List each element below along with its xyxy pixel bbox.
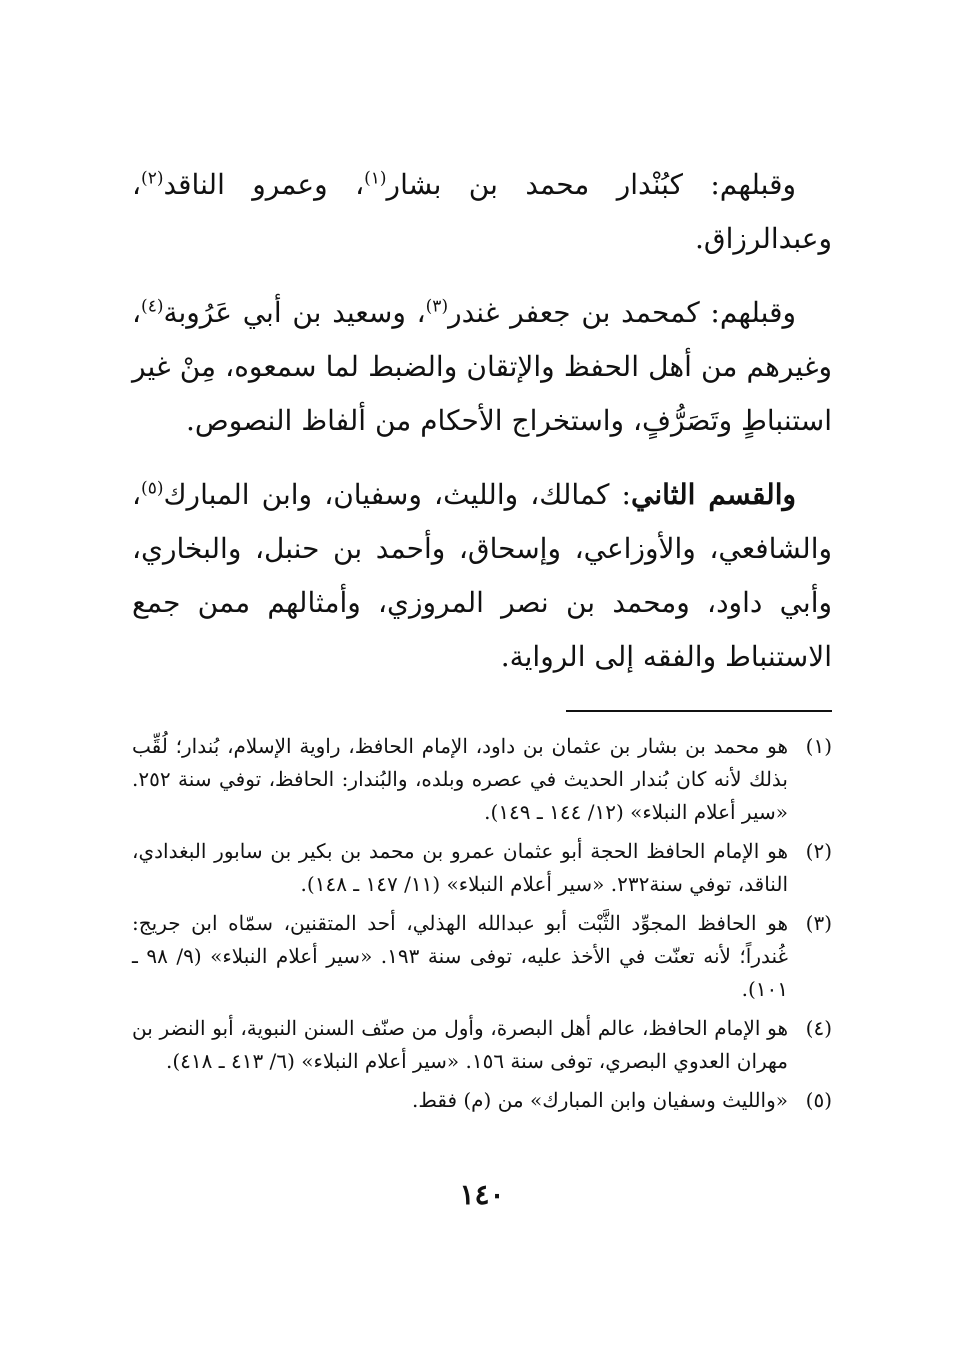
footnote-text: هو الحافظ المجوِّد الثَّبْت أبو عبدالله الهذلي، أحد المتقنين، سمّاه ابن جريج: غُندراً؛ لأنه تعنّت في الأخذ عليه، توفى سنة ١٩٣. «سير أعلام النبلاء» (٩/ ٩٨ ـ ١٠١). (132, 911, 788, 1001)
footnote-number: (١) (805, 734, 832, 758)
paragraph-1-text-a: وقبلهم: كبُنْدار محمد بن بشار (386, 168, 796, 201)
footnote-ref-1[interactable]: (١) (364, 168, 387, 189)
footnote-ref-2[interactable]: (٢) (141, 168, 164, 189)
footnote-text: «والليث وسفيان وابن المبارك» من (م) فقط. (411, 1088, 788, 1112)
footnote-number: (٤) (805, 1016, 832, 1040)
footnote-ref-4[interactable]: (٤) (141, 296, 164, 317)
footnote-text: هو محمد بن بشار بن عثمان بن داود، الإمام الحافظ، راوية الإسلام، بُندار؛ لُقِّب بذلك لأنه كان بُندار الحديث في عصره وبلده، والبُندار: الحافظ، توفي سنة ٢٥٢. «سير أعلام النبلاء» (١٢/ ١٤٤ ـ ١٤٩). (132, 734, 788, 824)
footnote-number: (٢) (805, 839, 832, 863)
footnotes (132, 730, 832, 1123)
footnote-number: (٣) (805, 911, 832, 935)
paragraph-1-text-c: ، وعبدالرزاق. (132, 168, 832, 255)
footnote-separator (566, 710, 832, 712)
page-number: ١٤٠ (459, 1178, 505, 1211)
paragraph-3 (132, 468, 832, 684)
paragraph-2-text-b: ، وسعيد بن أبي عَرُوبة (163, 296, 426, 329)
footnote-2 (132, 835, 832, 901)
paragraph-3-text-a: : كمالك، والليث، وسفيان، وابن المبارك (163, 478, 631, 511)
footnote-4 (132, 1012, 832, 1078)
paragraph-1 (132, 158, 832, 266)
footnote-5 (132, 1084, 832, 1117)
paragraph-1-text-b: ، وعمرو الناقد (163, 168, 365, 201)
paragraph-2-text-a: وقبلهم: كمحمد بن جعفر غندر (448, 296, 797, 329)
paragraph-2-text-c: ، وغيرهم من أهل الحفظ والإتقان والضبط لما سمعوه، مِنْ غير استنباطٍ وتَصَرُّفٍ، واستخراج الأحكام من ألفاظ النصوص. (132, 296, 832, 437)
footnote-text: هو الإمام الحافظ الحجة أبو عثمان عمرو بن محمد بن بكير بن سابور البغدادي، الناقد، توفي سنة٢٣٢. «سير أعلام النبلاء» (١١/ ١٤٧ ـ ١٤٨). (132, 839, 788, 896)
footnote-text: هو الإمام الحافظ، عالم أهل البصرة، وأول من صنّف السنن النبوية، أبو النضر بن مهران العدوي البصري، توفى سنة ١٥٦. «سير أعلام النبلاء» (٦/ ٤١٣ ـ ٤١٨). (132, 1016, 788, 1073)
footnote-3 (132, 907, 832, 1006)
paragraph-2 (132, 286, 832, 448)
main-text (132, 158, 832, 704)
section-heading: والقسم الثاني (631, 478, 796, 511)
footnote-ref-3[interactable]: (٣) (425, 296, 449, 317)
footnote-ref-5[interactable]: (٥) (141, 478, 164, 499)
footnote-1 (132, 730, 832, 829)
footnote-number: (٥) (805, 1088, 832, 1112)
paragraph-3-text-b: ، والشافعي، والأوزاعي، وإسحاق، وأحمد بن حنبل، والبخاري، وأبي داود، ومحمد بن نصر المروزي، وأمثالهم ممن جمع الاستنباط والفقه إلى الرواية. (132, 478, 832, 673)
